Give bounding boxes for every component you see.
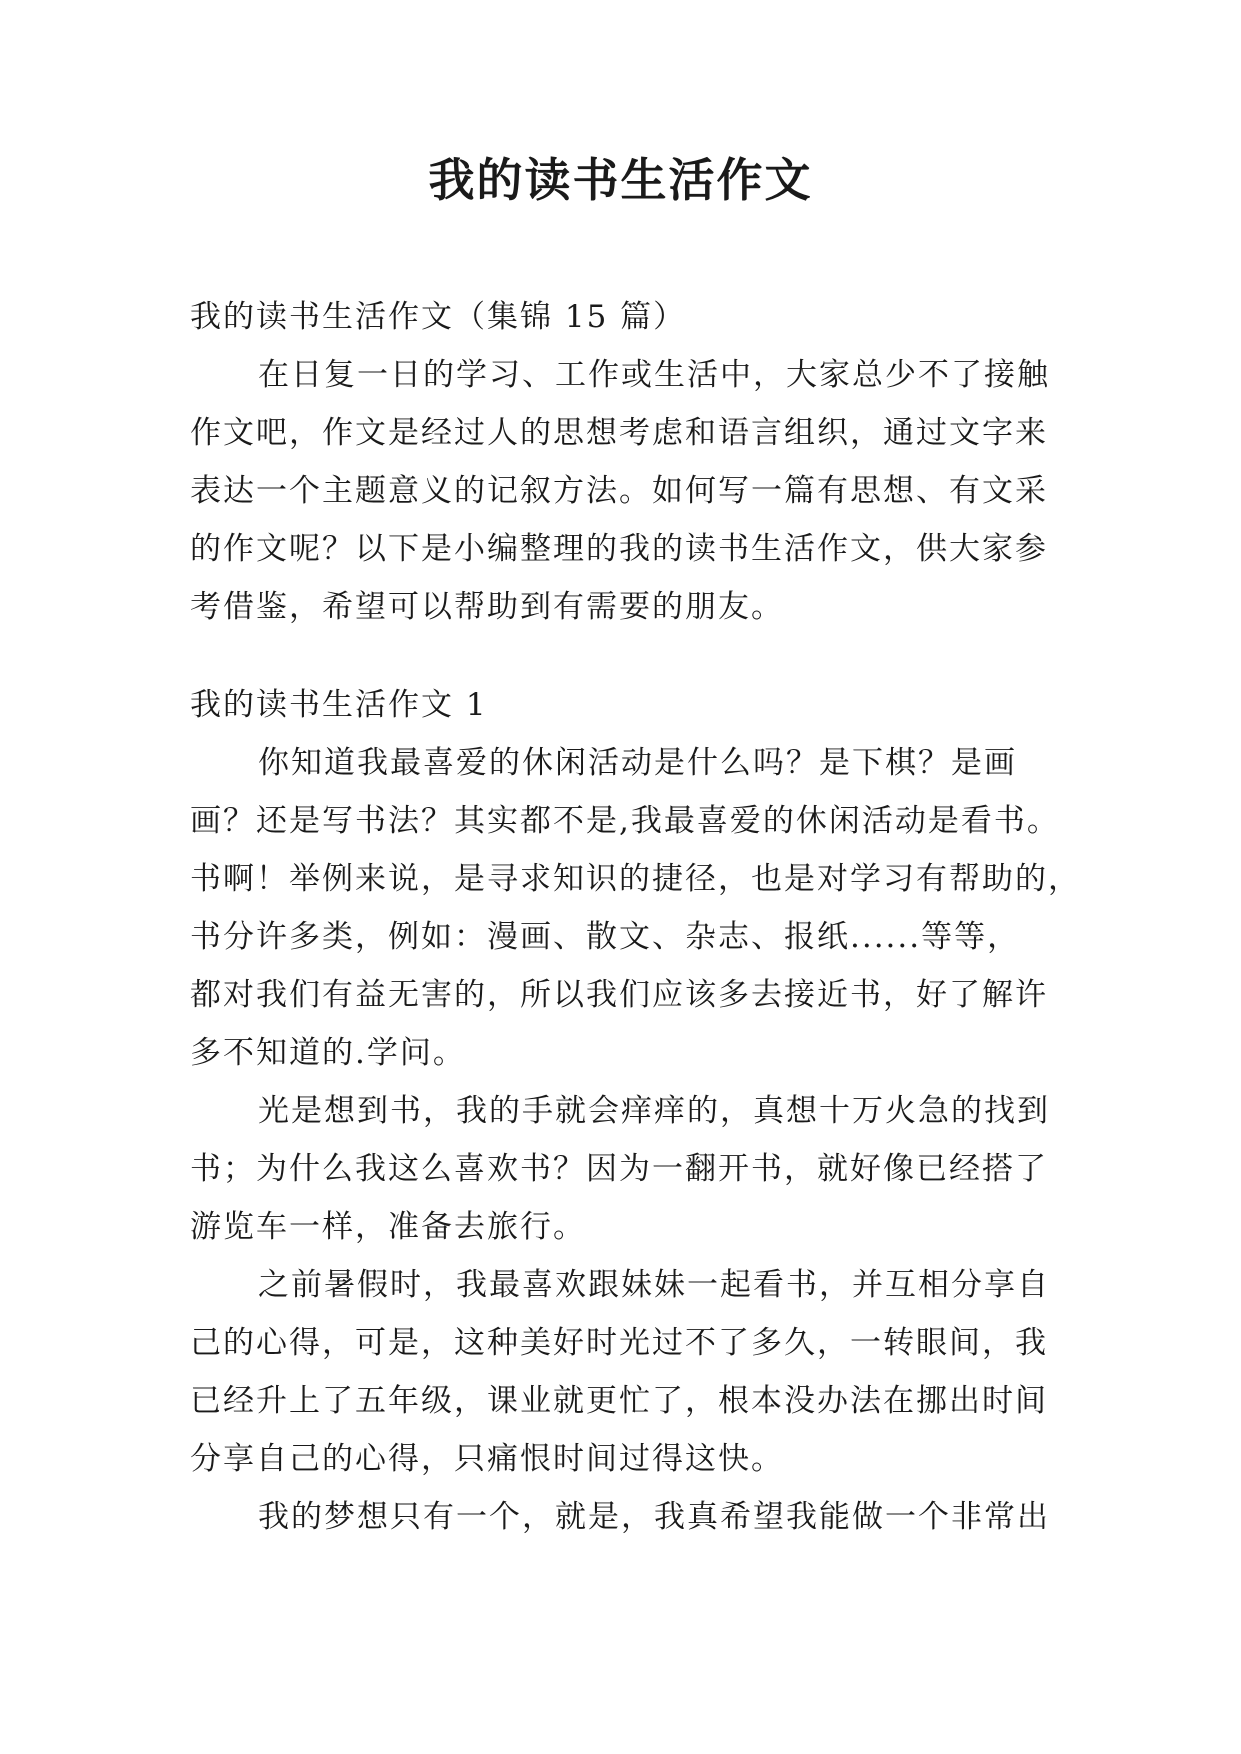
text-line: 书啊！举例来说，是寻求知识的捷径，也是对学习有帮助的， [190,861,1081,897]
text-line: 多不知道的.学问。 [190,1035,466,1071]
text-line: 光是想到书，我的手就会痒痒的，真想十万火急的找到 [258,1093,1050,1129]
text-line: 在日复一日的学习、工作或生活中，大家总少不了接触 [258,357,1050,393]
paragraph-2 [190,1082,1060,1256]
text-line: 作文吧，作文是经过人的思想考虑和语言组织，通过文字来 [190,415,1048,451]
text-line: 分享自己的心得，只痛恨时间过得这快。 [190,1441,784,1477]
text-line: 画？还是写书法？其实都不是,我最喜爱的休闲活动是看书。 [190,803,1060,839]
paragraph-4 [190,1488,1060,1546]
document-title: 我的读书生活作文 [428,153,813,207]
section-spacer [190,636,1060,676]
text-line: 我的梦想只有一个，就是，我真希望我能做一个非常出 [258,1499,1050,1535]
document-subtitle: 我的读书生活作文（集锦 15 篇） [190,299,687,335]
section-heading: 我的读书生活作文 1 [190,687,488,723]
text-line: 已经升上了五年级，课业就更忙了，根本没办法在挪出时间 [190,1383,1048,1419]
text-line: 书；为什么我这么喜欢书？因为一翻开书，就好像已经搭了 [190,1151,1048,1187]
paragraph-1 [190,734,1081,1082]
text-line: 表达一个主题意义的记叙方法。如何写一篇有思想、有文采 [190,473,1048,509]
text-line: 你知道我最喜爱的休闲活动是什么吗？是下棋？是画 [258,745,1017,781]
intro-paragraph [190,346,1060,636]
text-line: 游览车一样，准备去旅行。 [190,1209,586,1245]
text-line: 之前暑假时，我最喜欢跟妹妹一起看书，并互相分享自 [258,1267,1050,1303]
text-line: 的作文呢？以下是小编整理的我的读书生活作文，供大家参 [190,531,1048,567]
text-line: 考借鉴，希望可以帮助到有需要的朋友。 [190,589,784,625]
text-line: 己的心得，可是，这种美好时光过不了多久，一转眼间，我 [190,1325,1048,1361]
paragraph-3 [190,1256,1060,1488]
text-line: 都对我们有益无害的，所以我们应该多去接近书，好了解许 [190,977,1048,1013]
text-line: 书分许多类，例如：漫画、散文、杂志、报纸......等等， [190,919,1021,955]
document-body [190,288,1081,1546]
